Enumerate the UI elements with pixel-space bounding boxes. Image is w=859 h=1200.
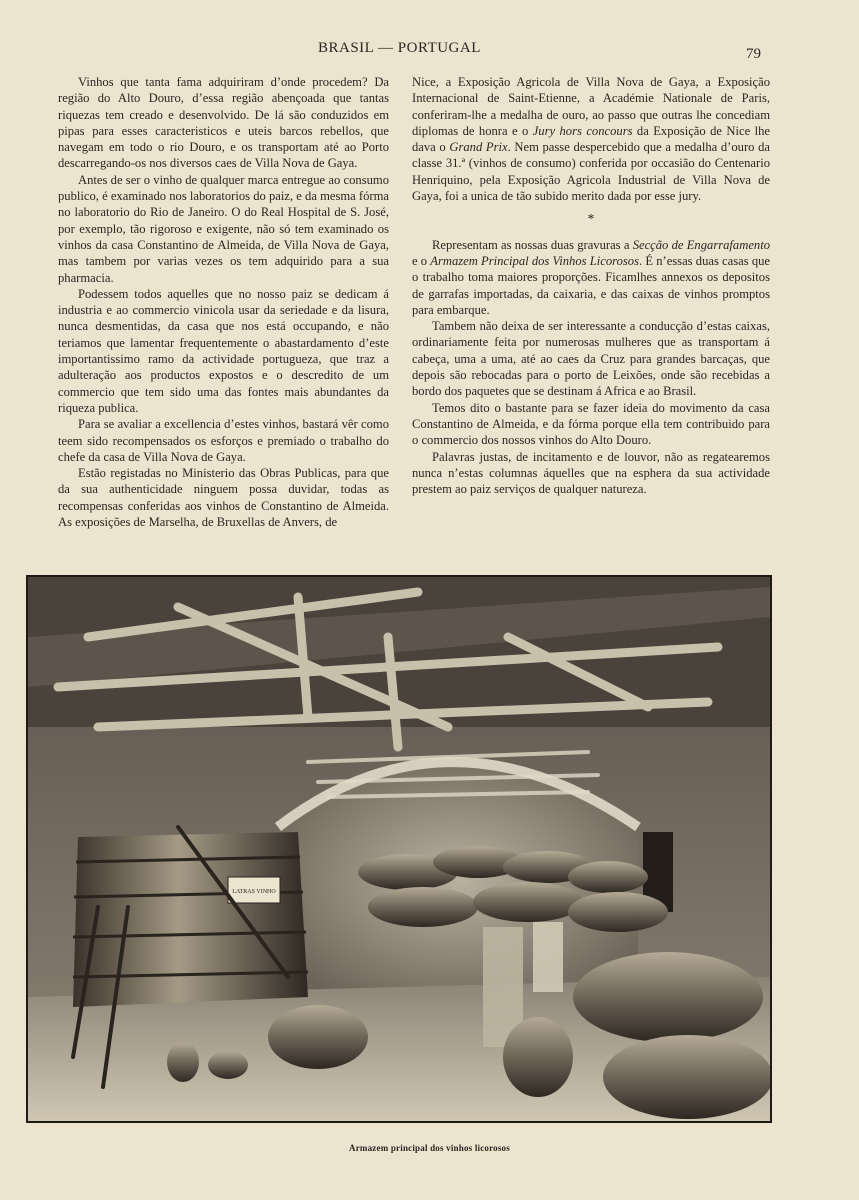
warehouse-illustration	[28, 577, 770, 1121]
photo-caption: Armazem principal dos vinhos licorosos	[349, 1143, 510, 1153]
page-header	[0, 40, 859, 62]
paragraph: Podessem todos aquelles que no nosso paiz se dedicam á industria e ao commercio vinicola usar da seriedade e da lisura, nunca desmentidas, da casa que nos está occupando, e não teriamos que lamentar frequentemente o abastardamento d’este importantissimo ramo da actividade portugueza, que traz a adulteração aos productos expostos e o descredito de um commercio que tem sido uma das fontes mais abundantes da riqueza publica.	[58, 286, 389, 415]
paragraph: Estão registadas no Ministerio das Obras Publicas, para que da sua authenticidade ninguem possa duvidar, todas as recompensas conferidas aos vinhos de Constantino de Almeida. As exposições de Marselha, de Bruxellas de Anvers, de	[58, 466, 389, 530]
paragraph: Vinhos que tanta fama adquiriram d’onde procedem? Da região do Alto Douro, d’essa região abençoada que tantas riquezas tem creado e desenvolvido. De lá são conduzidos em pipas para esses caracteristicos e uteis barcos rebellos, que navegam em todo o rio Douro, e os transportam até ao Porto descarregando-os nos diversos caes de Villa Nova de Gaya.	[58, 75, 389, 171]
paragraph: Tambem não deixa de ser interessante a conducção d’estas caixas, ordinariamente feita por numerosas mulheres que as transportam á cabeça, uma a uma, até ao caes da Cruz para grandes barcaças, que depois são rebocadas para o porto de Leixões, onde são recebidas a bordo dos paquetes que se destinam á Africa e ao Brasil.	[412, 319, 770, 399]
text-run: . Nem passe despercebido que a medalha d’ouro da classe 31.ª (vinhos de consumo) conferida por occasião do Centenario Henriquino, pela Exposição Agricola Industrial de Villa Nova de Gaya, foi a unica de tão subido merito dada por esse jury.	[412, 140, 770, 204]
vat-label: LATRAS VINHO	[232, 889, 276, 895]
text-run: da Exposição de Nice lhe dava o	[412, 123, 770, 155]
italic-run: Armazem Principal dos Vinhos Licorosos	[430, 253, 639, 268]
paragraph: Temos dito o bastante para se fazer ideia do movimento da casa Constantino de Almeida, e da fórma porque ella tem contribuido para o commercio dos nossos vinhos do Alto Douro.	[412, 400, 770, 448]
paragraph: Palavras justas, de incitamento e de louvor, não as regatearemos nunca n’estas columnas áquelles que na esphera da sua actividade prestem ao paiz serviços de qualquer natureza.	[412, 449, 770, 497]
paragraph	[412, 237, 770, 318]
left-column	[58, 74, 389, 530]
paragraph	[412, 74, 770, 204]
text-run: Nice, a Exposição Agricola de Villa Nova de Gaya, a Exposição Internacional de Saint-Etienne, a Académie Nationale de Paris, conferiram-lhe a medalha de ouro, ao passo que outras lhe concediam diplomas de honra e o	[412, 75, 770, 138]
paragraph: Antes de ser o vinho de qualquer marca entregue ao consumo publico, é examinado nos laboratorios do paiz, e da mesma fórma no laboratorio do Rio de Janeiro. O do Real Hospital de S. José, por exemplo, tão rigoroso e exigente, não só tem examinado os vinhos da casa Constantino de Almeida, de Villa Nova de Gaya, mas tambem por varias vezes os tem adquirido para a sua pharmacia.	[58, 172, 389, 285]
text-run: e o	[412, 253, 431, 268]
section-separator: *	[587, 212, 595, 228]
page-number: 79	[746, 46, 761, 62]
italic-run: Jury hors concours	[532, 123, 633, 138]
text-run: . É n’essas duas casas que o trabalho toma maiores proporções. Ficamlhes annexos os depositos de garrafas importadas, da caixaria, e das caixas de vinhos promptos para embarque.	[412, 253, 770, 317]
large-vat	[73, 832, 308, 1007]
text-run: Representam as nossas duas gravuras a	[432, 237, 633, 252]
right-column	[412, 74, 770, 497]
warehouse-photograph	[26, 575, 772, 1123]
paragraph: Para se avaliar a excellencia d’estes vinhos, bastará vêr como teem sido recompensados os esforços e premiado o trabalho do chefe da casa de Villa Nova de Gaya.	[58, 417, 389, 464]
italic-run: Grand Prix	[449, 140, 508, 155]
running-title: BRASIL — PORTUGAL	[318, 40, 481, 56]
italic-run: Secção de Engarrafamento	[632, 237, 770, 252]
